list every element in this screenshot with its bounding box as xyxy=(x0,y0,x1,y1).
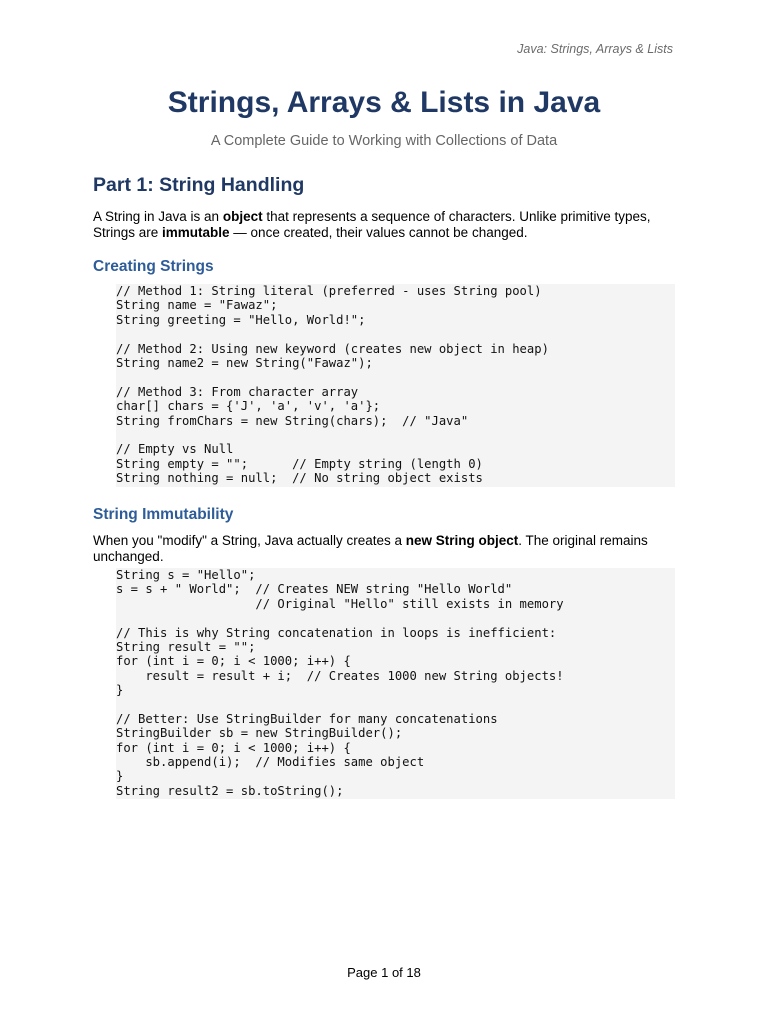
page-number: Page 1 of 18 xyxy=(347,965,421,980)
code-line xyxy=(116,327,675,341)
code-line: String name = "Fawaz"; xyxy=(116,298,278,313)
code-line: String greeting = "Hello, World!"; xyxy=(116,312,366,327)
part1-heading: Part 1: String Handling xyxy=(93,174,305,196)
code-line: } xyxy=(116,769,124,784)
code-line: String fromChars = new String(chars); // "Java" xyxy=(116,413,469,428)
code-line: for (int i = 0; i < 1000; i++) { xyxy=(116,740,351,755)
running-header: Java: Strings, Arrays & Lists xyxy=(517,42,673,56)
code-line: // Original "Hello" still exists in memory xyxy=(116,596,564,611)
code-line: s = s + " World"; // Creates NEW string "Hello World" xyxy=(116,582,513,597)
code-line: char[] chars = {'J', 'a', 'v', 'a'}; xyxy=(116,399,381,414)
code-line: String s = "Hello"; xyxy=(116,568,256,582)
code-line xyxy=(116,698,675,712)
code-line: String name2 = new String("Fawaz"); xyxy=(116,355,373,370)
code-line: result = result + i; // Creates 1000 new String objects! xyxy=(116,668,564,683)
code-line: // Method 2: Using new keyword (creates new object in heap) xyxy=(116,341,549,356)
code-line: for (int i = 0; i < 1000; i++) { xyxy=(116,654,351,669)
document-title: Strings, Arrays & Lists in Java xyxy=(167,86,601,119)
code-line: // This is why String concatenation in loops is inefficient: xyxy=(116,625,557,640)
intro-bold-object: object xyxy=(222,209,263,224)
document-subtitle: A Complete Guide to Working with Collections of Data xyxy=(210,133,558,149)
immutability-code-block xyxy=(116,568,675,799)
code-line: // Method 3: From character array xyxy=(116,384,359,399)
code-line xyxy=(116,370,675,384)
string-intro-paragraph xyxy=(93,209,683,240)
immutability-paragraph xyxy=(93,533,683,564)
code-line: StringBuilder sb = new StringBuilder(); xyxy=(116,726,403,741)
code-line: String result = ""; xyxy=(116,639,256,654)
creating-strings-code-block xyxy=(116,284,675,487)
intro-text-2: that represents a sequence of characters. Unlike primitive types, Strings are xyxy=(93,209,651,240)
code-line: String empty = ""; // Empty string (length 0) xyxy=(116,456,483,471)
intro-text-3: — once created, their values cannot be changed. xyxy=(229,224,528,240)
code-line: // Method 1: String literal (preferred - uses String pool) xyxy=(116,284,542,298)
code-line xyxy=(116,611,675,625)
code-line: // Better: Use StringBuilder for many concatenations xyxy=(116,711,498,726)
code-line: sb.append(i); // Modifies same object xyxy=(116,755,425,770)
code-line: String nothing = null; // No string object exists xyxy=(116,471,483,486)
code-line: String result2 = sb.toString(); xyxy=(116,783,344,798)
creating-strings-heading: Creating Strings xyxy=(93,258,214,275)
code-line xyxy=(116,428,675,442)
immutability-text-2: . The original remains unchanged. xyxy=(93,533,648,564)
string-immutability-heading: String Immutability xyxy=(93,506,234,523)
intro-bold-immutable: immutable xyxy=(162,224,230,240)
immutability-bold-new-object: new String object xyxy=(405,533,519,548)
intro-text-1: A String in Java is an xyxy=(93,209,223,224)
code-line: } xyxy=(116,683,124,698)
immutability-text-1: When you "modify" a String, Java actually creates a xyxy=(93,533,406,548)
code-line: // Empty vs Null xyxy=(116,442,234,457)
